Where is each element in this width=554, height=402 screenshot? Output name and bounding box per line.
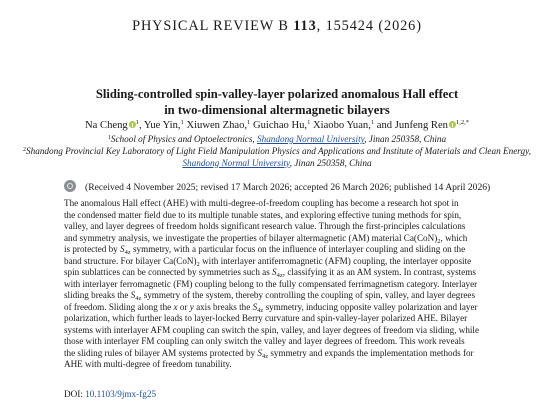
check-for-updates-icon[interactable]	[64, 180, 76, 192]
abstract-line: those with interlayer FM coupling can only switch the valley and layer degrees of freedom. This work reveals	[64, 336, 465, 346]
orcid-icon[interactable]	[129, 121, 136, 128]
doi-label: DOI:	[64, 389, 83, 399]
author-4[interactable]: Guichao Hu,	[252, 120, 308, 131]
dates-text: (Received 4 November 2025; revised 17 March 2026; accepted 26 March 2026; published 14 April 2026)	[85, 182, 491, 193]
author-list: Na Cheng $^1$, Yue Yin,$^1$ Xiuwen Zhao,$^1$ Guichao Hu,$^1$ Xiaobo Yuan,$^1$ and Junfeng Ren $^{1,2,*}$	[85, 119, 469, 131]
author-5-affil: 1	[370, 119, 375, 126]
author-2-affil: 1	[180, 119, 184, 126]
doi	[64, 389, 156, 399]
affiliation-2-marker: 2	[23, 147, 27, 153]
paper-title	[0, 86, 554, 118]
abstract-line: polarization, which further leads to layer-locked Berry curvature and spin-valley-layer polarized AHE. Bilayer	[64, 313, 468, 323]
journal-name: PHYSICAL REVIEW B	[132, 18, 289, 34]
affiliation-2-tail: , Jinan 250358, China	[289, 157, 372, 168]
author-1-affil: 1	[135, 119, 139, 126]
abstract-line: sliding breaks the $S_{4z}$ symmetry of the system, thereby controlling the coupling of spin, valley, and layer degrees	[64, 290, 476, 302]
abstract	[64, 198, 502, 371]
doi-link[interactable]: 10.1103/9jmx-fg25	[85, 389, 157, 399]
journal-volume: 113	[293, 18, 317, 34]
title-line-2: in two-dimensional altermagnetic bilayers	[164, 103, 390, 117]
publication-dates	[64, 180, 490, 193]
affiliation-1-marker: 1	[107, 135, 111, 141]
journal-article: , 155424 (2026)	[316, 18, 422, 34]
affiliation-1-tail: , Jinan 250358, China	[364, 134, 447, 144]
abstract-line: is protected by $S_{4z}$ symmetry, with a particular focus on the influence of interlayer coupling and sliding on the	[64, 244, 466, 256]
author-2[interactable]: Yue Yin,	[143, 120, 181, 131]
author-6-affil: 1,2,*	[455, 119, 469, 126]
affiliation-1-text: School of Physics and Optoelectronics,	[110, 134, 255, 144]
author-4-affil: 1	[307, 119, 311, 126]
abstract-line: and symmetry analysis, we investigate the properties of bilayer altermagnetic (AM) material $Ca(CoN)_2$, which	[64, 232, 468, 245]
author-1[interactable]: Na Cheng	[85, 120, 128, 131]
abstract-line: valley, and layer degrees of freedom holds significant research value. Through the first-principles calculations	[64, 221, 466, 231]
abstract-line: the condensed matter field due to its multiple tunable states, and exploring effective tuning methods for spin,	[64, 209, 462, 220]
abstract-line: systems with interlayer AFM coupling can switch the spin, valley, and layer degrees of freedom via sliding, while	[64, 324, 480, 335]
affiliation-1-link[interactable]: Shandong Normal University	[257, 134, 365, 144]
abstract-line: The anomalous Hall effect (AHE) with multi-degree-of-freedom coupling has become a research hot spot in	[64, 198, 459, 208]
affiliation-2-link[interactable]: Shandong Normal University	[182, 157, 290, 168]
abstract-line: band structure. For bilayer $Ca(CoN)_2$ with interlayer antiferromagnetic (AFM) coupling, the interlayer opposite	[64, 255, 472, 268]
author-5[interactable]: Xiaobo Yuan,	[313, 120, 371, 131]
orcid-icon[interactable]	[449, 121, 456, 128]
abstract-line: the sliding rules of bilayer AM systems protected by $S_{4z}$ symmetry and expands the implementation methods for	[64, 347, 474, 360]
author-3-affil: 1	[247, 119, 251, 126]
abstract-line: AHE with multi-degree of freedom tunability.	[64, 359, 232, 369]
affiliation-2-text: Shandong Provincial Key Laboratory of Light Field Manipulation Physics and Applications and Institute of Materials and Clean Energy,	[26, 146, 531, 156]
affiliation-2	[0, 145, 554, 169]
abstract-line: with interlayer ferromagnetic (FM) coupling belong to the fully compensated ferrimagnetism category. Interlayer	[64, 278, 478, 289]
journal-header	[0, 18, 554, 35]
author-6[interactable]: and Junfeng Ren	[376, 120, 448, 131]
affiliation-1	[0, 133, 554, 146]
author-3[interactable]: Xiuwen Zhao,	[186, 120, 248, 131]
abstract-line: spin sublattices can be connected by symmetries such as $S_{4z}$, classifying it as an AM system. In contrast, systems	[64, 267, 476, 279]
abstract-line: of freedom. Sliding along the x or y axis breaks the $S_{4z}$ symmetry, inducing opposite valley polarization and layer	[64, 301, 478, 314]
title-line-1: Sliding-controlled spin-valley-layer polarized anomalous Hall effect	[95, 87, 459, 101]
